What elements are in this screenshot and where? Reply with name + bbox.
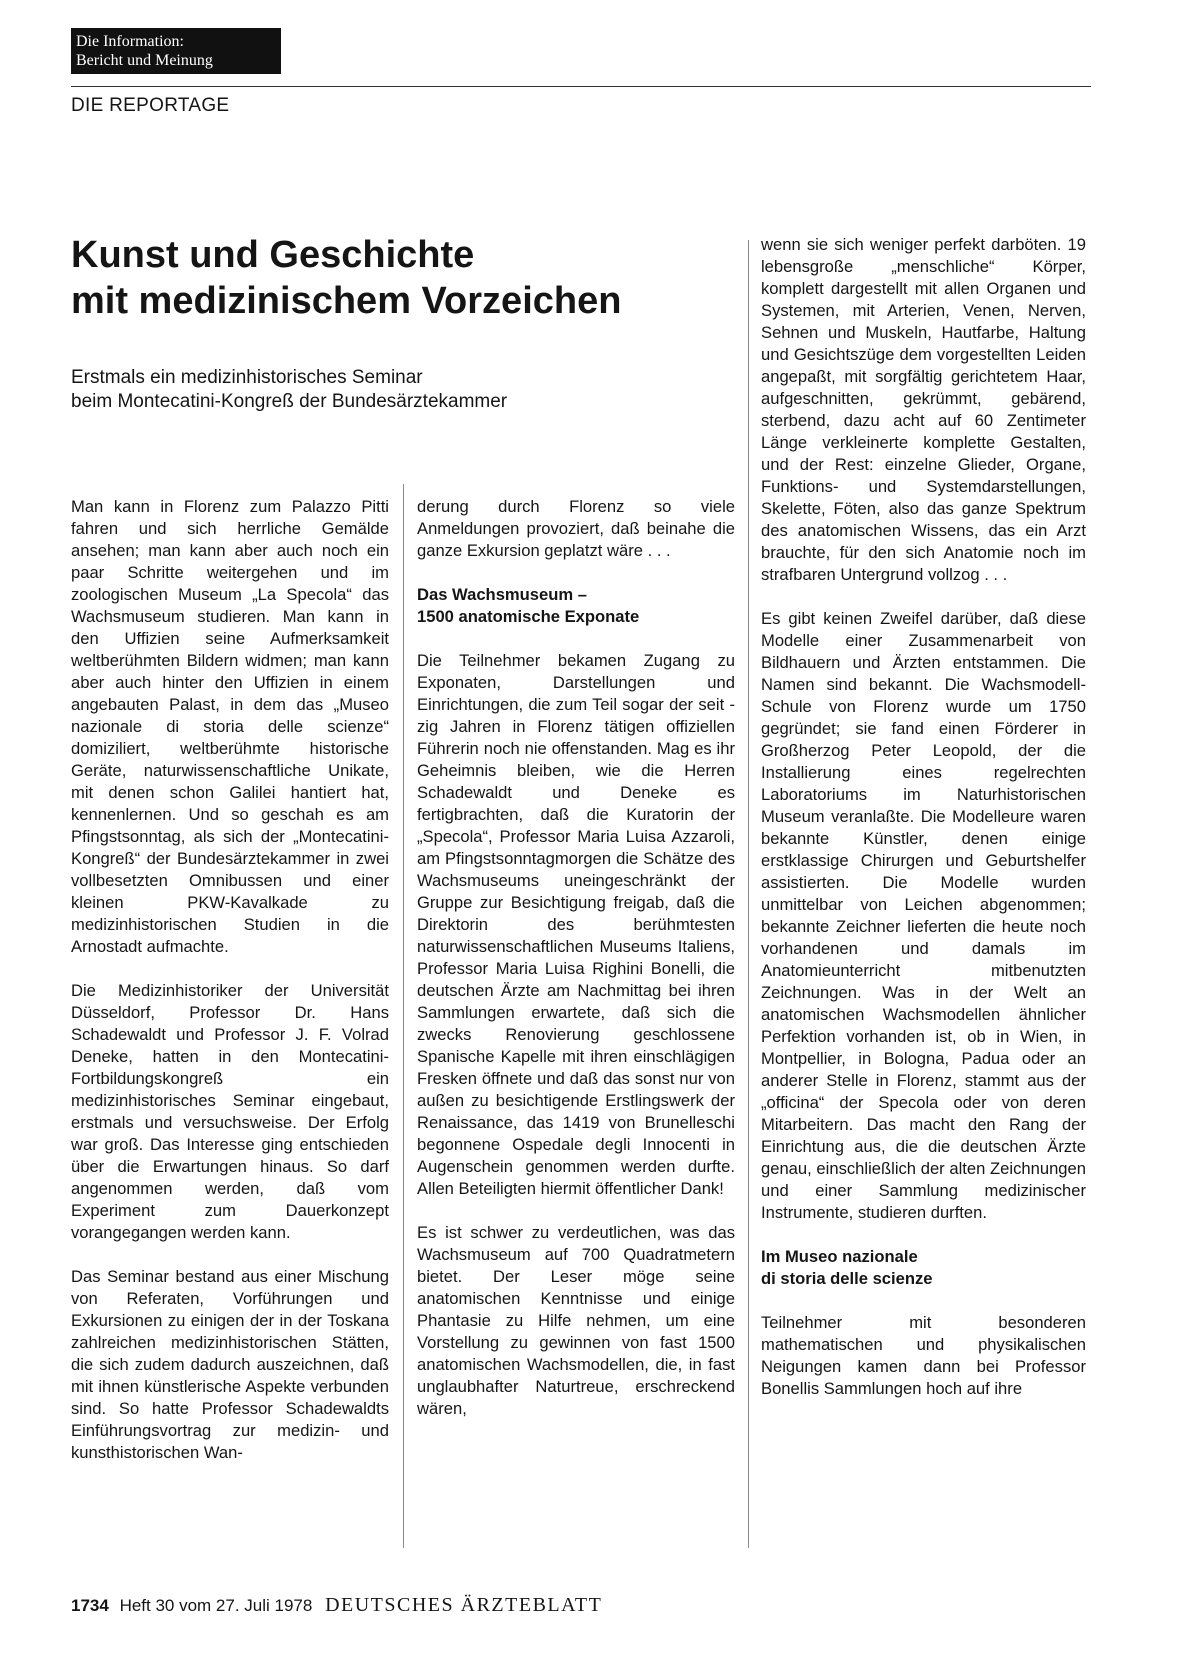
- title-line-1: Kunst und Geschichte: [71, 234, 475, 276]
- page-number: 1734: [71, 1596, 109, 1615]
- subheading-line-1: Das Wachsmuseum –: [417, 585, 587, 604]
- subheading: [417, 584, 735, 628]
- text-column-2: [417, 496, 735, 1442]
- subheading-line-2: 1500 anatomische Exponate: [417, 607, 640, 626]
- paragraph: wenn sie sich weniger perfekt darböten. 19 lebensgroße „menschliche“ Körper, komplett dargestellt mit allen Organen und Systemen, mit Arterien, Venen, Nerven, Sehnen und Muskeln, Hautfarbe, Haltung und Gesichtszüge dem vorgestellten Leiden angepaßt, mit sorgfältig gerichtetem Haar, aufgeschnitten, gekrümmt, gebärend, sterbend, dazu acht auf 60 Zentimeter Länge verkleinerte komplette Gestalten, und der Rest: einzelne Glieder, Organe, Funktions- und Systemdarstellungen, Skelette, Föten, also das ganze Spektrum des anatomischen Wissens, das ein Arzt brauchte, für den sich Anatomie noch im strafbaren Untergrund vollzog . . .: [761, 235, 1086, 584]
- title-line-2: mit medizinischem Vorzeichen: [71, 280, 622, 322]
- text-column-3: [761, 234, 1086, 1422]
- subheading: [761, 1246, 1086, 1290]
- subtitle-line-2: beim Montecatini-Kongreß der Bundesärztekammer: [71, 391, 508, 412]
- rubric-line-2: Bericht und Meinung: [76, 52, 213, 69]
- header-rule: [71, 86, 1091, 87]
- section-label: DIE REPORTAGE: [71, 95, 230, 116]
- text-column-1: [71, 496, 389, 1486]
- journal-name: DEUTSCHES ÄRZTEBLATT: [325, 1594, 603, 1616]
- paragraph: Das Seminar bestand aus einer Mischung von Referaten, Vorführungen und Exkursionen zu einigen der in der Toskana zahlreichen medizinhistorischen Stätten, die sich zudem dadurch auszeichnen, daß mit ihnen künstlerische Aspekte verbunden sind. So hatte Professor Schadewaldts Einführungsvortrag zur medizin- und kunsthistorischen Wan-: [71, 1267, 389, 1462]
- page-footer: [71, 1594, 602, 1617]
- article-title: [71, 232, 711, 324]
- paragraph: Die Teilnehmer bekamen Zugang zu Exponaten, Darstellungen und Einrichtungen, die zum Teil sogar der seit -zig Jahren in Florenz tätigen offiziellen Führerin noch nie offenstanden. Mag es ihr Geheimnis bleiben, wie die Herren Schadewaldt und Deneke es fertigbrachten, daß die Kuratorin der „Specola“, Professor Maria Luisa Azzaroli, am Pfingstsonntagmorgen die Schätze des Wachsmuseums uneingeschränkt der Gruppe zur Besichtigung freigab, daß die Direktorin des berühmtesten naturwissenschaftlichen Museums Italiens, Professor Maria Luisa Righini Bonelli, die deutschen Ärzte am Nachmittag bei ihren Sammlungen erwartete, daß sich die zwecks Renovierung geschlossene Spanische Kapelle mit ihren einschlägigen Fresken öffnete und daß das sonst nur von außen zu besichtigende Erstlingswerk der Renaissance, das 1419 von Brunelleschi begonnene Ospedale degli Innocenti in Augenschein genommen werden durfte. Allen Beteiligten hiermit öffentlicher Dank!: [417, 651, 735, 1198]
- column-divider: [748, 240, 749, 1548]
- article-subtitle: [71, 366, 711, 414]
- paragraph: Es ist schwer zu verdeutlichen, was das Wachsmuseum auf 700 Quadratmetern bietet. Der Leser möge seine anatomischen Kenntnisse und einige Phantasie zu Hilfe nehmen, um eine Vorstellung zu gewinnen von fast 1500 anatomischen Wachsmodellen, die, in fast unglaubhafter Naturtreue, erschreckend wären,: [417, 1223, 735, 1418]
- paragraph: Die Medizinhistoriker der Universität Düsseldorf, Professor Dr. Hans Schadewaldt und Professor J. F. Volrad Deneke, hatten in den Montecatini-Fortbildungskongreß ein medizinhistorisches Seminar eingebaut, erstmals und versuchsweise. Der Erfolg war groß. Das Interesse ging entschieden über die Erwartungen hinaus. So darf angenommen werden, daß vom Experiment zum Dauerkonzept vorangegangen werden kann.: [71, 981, 389, 1242]
- paragraph: Man kann in Florenz zum Palazzo Pitti fahren und sich herrliche Gemälde ansehen; man kann aber auch noch ein paar Schritte weitergehen und im zoologischen Museum „La Specola“ das Wachsmuseum studieren. Man kann in den Uffizien seine Aufmerksamkeit weltberühmten Bildern widmen; man kann aber auch hinter den Uffizien in einem angebauten Palast, in dem das „Museo nazionale di storia delle scienze“ domiziliert, weltberühmte historische Geräte, naturwissenschaftliche Unikate, mit denen schon Galilei hantiert hat, kennenlernen. Und so geschah es am Pfingstsonntag, als sich der „Montecatini-Kongreß“ der Bundesärztekammer in zwei vollbesetzten Omnibussen und einer kleinen PKW-Kavalkade zu medizinhistorischen Studien in die Arnostadt aufmachte.: [71, 497, 389, 956]
- paragraph: derung durch Florenz so viele Anmeldungen provoziert, daß beinahe die ganze Exkursion geplatzt wäre . . .: [417, 497, 735, 560]
- paragraph: Es gibt keinen Zweifel darüber, daß diese Modelle einer Zusammenarbeit von Bildhauern und Ärzten entstammen. Die Namen sind bekannt. Die Wachsmodell-Schule von Florenz wurde um 1750 gegründet; sie fand einen Förderer in Großherzog Peter Leopold, der die Installierung eines regelrechten Laboratoriums im Naturhistorischen Museum veranlaßte. Die Modelleure waren bekannte Künstler, denen einige erstklassige Chirurgen und Geburtshelfer assistierten. Die Modelle wurden unmittelbar von Leichen abgenommen; bekannte Zeichner lieferten die heute noch vorhandenen und damals im Anatomieunterricht mitbenutzten Zeichnungen. Was in der Welt an anatomischen Wachsmodellen ähnlicher Perfektion vorhanden ist, ob in Wien, in Montpellier, in Bologna, Padua oder an anderer Stelle in Florenz, stammt aus der „officina“ der Specola oder von deren Mitarbeitern. Das macht den Rang der Einrichtung aus, die die deutschen Ärzte genau, einschließlich der alten Zeichnungen und einer Sammlung medizinischer Instrumente, studieren durften.: [761, 609, 1086, 1222]
- subheading-line-2: di storia delle scienze: [761, 1269, 933, 1288]
- rubric-line-1: Die Information:: [76, 33, 184, 50]
- subtitle-line-1: Erstmals ein medizinhistorisches Seminar: [71, 367, 423, 388]
- subheading-line-1: Im Museo nazionale: [761, 1247, 918, 1266]
- rubric-box: [71, 28, 281, 74]
- column-divider: [403, 484, 404, 1548]
- issue-info: Heft 30 vom 27. Juli 1978: [119, 1596, 313, 1615]
- paragraph: Teilnehmer mit besonderen mathematischen und physikalischen Neigungen kamen dann bei Professor Bonellis Sammlungen hoch auf ihre: [761, 1313, 1086, 1398]
